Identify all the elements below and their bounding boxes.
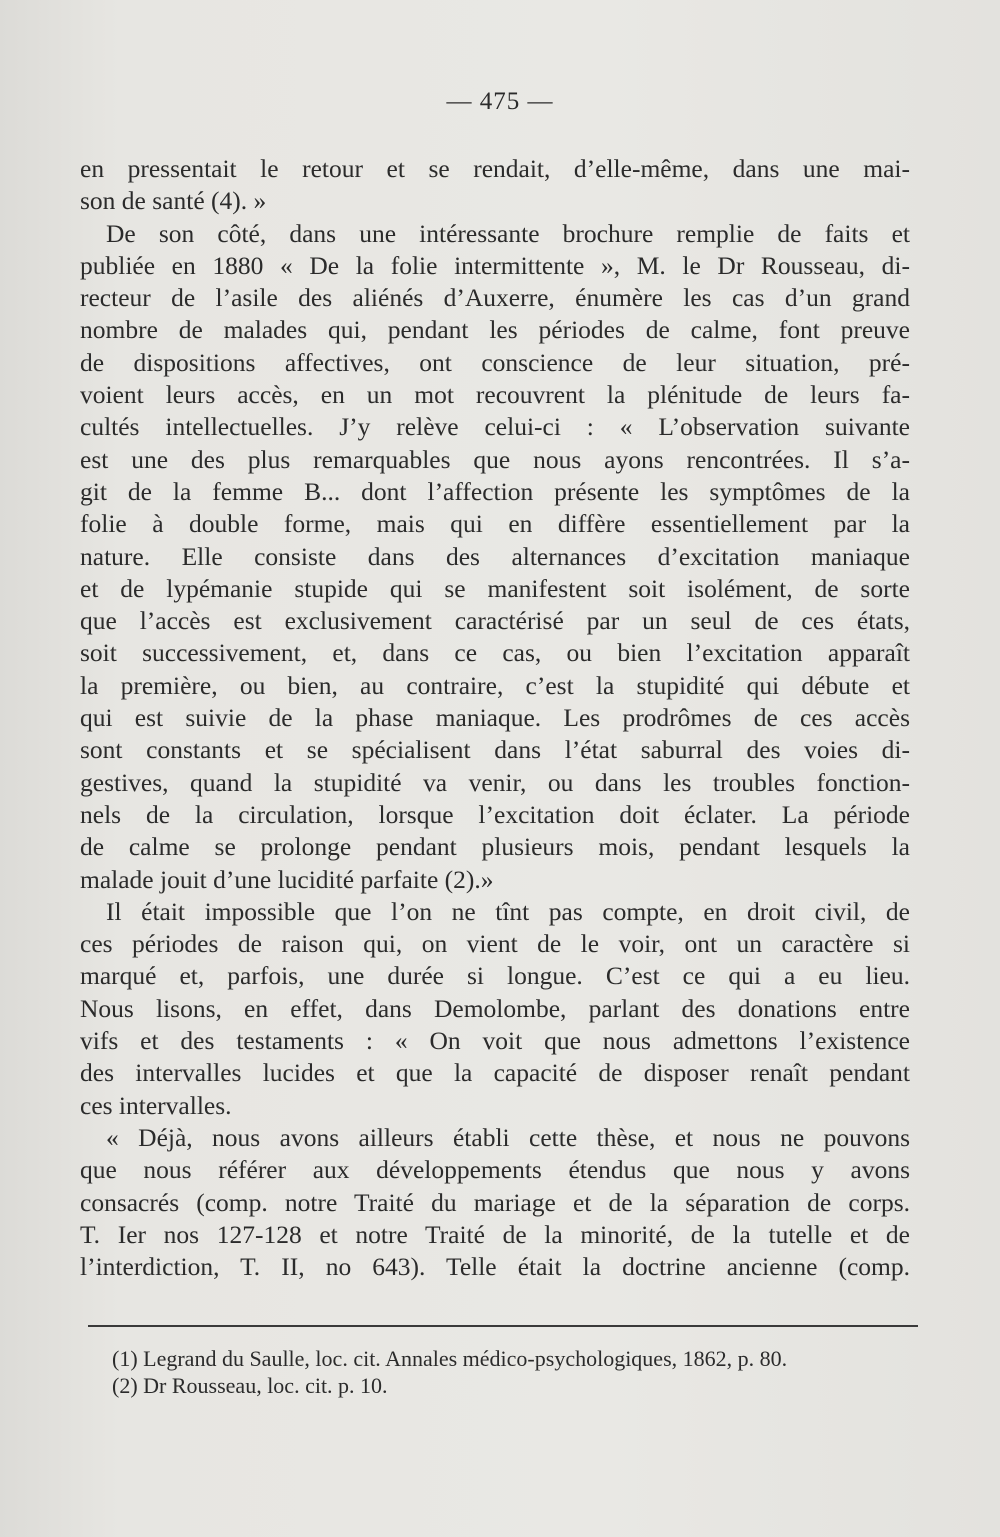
- text-line: cultés intellectuelles. J’y relève celui-ci : « L’observation suivante: [80, 412, 910, 442]
- text-line: des intervalles lucides et que la capacité de disposer renaît pendant: [80, 1058, 910, 1088]
- text-line: vifs et des testaments : « On voit que nous admettons l’existence: [80, 1026, 910, 1056]
- text-line: malade jouit d’une lucidité parfaite (2).»: [80, 864, 494, 894]
- text-line: T. Ier nos 127-128 et notre Traité de la minorité, de la tutelle et de: [80, 1219, 910, 1249]
- text-line: de calme se prolonge pendant plusieurs mois, pendant lesquels la: [80, 832, 910, 862]
- text-line: son de santé (4). »: [80, 186, 267, 216]
- text-line: Nous lisons, en effet, dans Demolombe, parlant des donations entre: [80, 993, 910, 1023]
- text-line: soit successivement, et, dans ce cas, ou bien l’excitation apparaît: [80, 638, 910, 668]
- text-line: en pressentait le retour et se rendait, d’elle-même, dans une mai-: [80, 154, 910, 183]
- text-line: nombre de malades qui, pendant les périodes de calme, font preuve: [80, 315, 910, 345]
- text-line: est une des plus remarquables que nous ayons rencontrées. Il s’a-: [80, 444, 910, 474]
- text-line: De son côté, dans une intéressante brochure remplie de faits et: [106, 218, 910, 248]
- page-number: — 475 —: [446, 88, 554, 115]
- text-line: de dispositions affectives, ont conscience de leur situation, pré-: [80, 347, 910, 377]
- footnote-2: (2) Dr Rousseau, loc. cit. p. 10.: [112, 1373, 388, 1398]
- footnote-1: (1) Legrand du Saulle, loc. cit. Annales médico-psychologiques, 1862, p. 80.: [112, 1346, 788, 1371]
- text-line: la première, ou bien, au contraire, c’est la stupidité qui débute et: [80, 670, 910, 700]
- text-line: folie à double forme, mais qui en diffère essentiellement par la: [80, 509, 910, 539]
- text-line: Il était impossible que l’on ne tînt pas compte, en droit civil, de: [106, 896, 910, 926]
- text-line: marqué et, parfois, une durée si longue. C’est ce qui a eu lieu.: [80, 961, 910, 991]
- text-line: recteur de l’asile des aliénés d’Auxerre, énumère les cas d’un grand: [80, 283, 910, 313]
- text-line: l’interdiction, T. II, no 643). Telle était la doctrine ancienne (comp.: [80, 1252, 910, 1282]
- text-line: ces périodes de raison qui, on vient de le voir, ont un caractère si: [80, 929, 910, 959]
- text-line: voient leurs accès, en un mot recouvrent la plénitude de leurs fa-: [80, 380, 910, 410]
- text-line: git de la femme B... dont l’affection présente les symptômes de la: [80, 476, 910, 506]
- text-line: gestives, quand la stupidité va venir, ou dans les troubles fonction-: [80, 767, 910, 797]
- text-line: et de lypémanie stupide qui se manifestent soit isolément, de sorte: [80, 573, 910, 603]
- text-line: « Déjà, nous avons ailleurs établi cette thèse, et nous ne pouvons: [106, 1122, 910, 1152]
- text-line: que nous référer aux développements étendus que nous y avons: [80, 1155, 910, 1185]
- text-line: publiée en 1880 « De la folie intermittente », M. le Dr Rousseau, di-: [80, 250, 910, 280]
- text-line: qui est suivie de la phase maniaque. Les prodrômes de ces accès: [80, 703, 910, 733]
- body-text: [80, 153, 910, 1283]
- text-line: ces intervalles.: [80, 1090, 232, 1120]
- text-line: nature. Elle consiste dans des alternances d’excitation maniaque: [80, 541, 910, 571]
- footnote-divider: [88, 1325, 918, 1327]
- text-line: consacrés (comp. notre Traité du mariage et de la séparation de corps.: [80, 1187, 910, 1217]
- text-line: sont constants et se spécialisent dans l’état saburral des voies di-: [80, 735, 910, 765]
- footnotes: [112, 1345, 912, 1399]
- text-line: que l’accès est exclusivement caractérisé par un seul de ces états,: [80, 606, 910, 636]
- text-line: nels de la circulation, lorsque l’excitation doit éclater. La période: [80, 799, 910, 829]
